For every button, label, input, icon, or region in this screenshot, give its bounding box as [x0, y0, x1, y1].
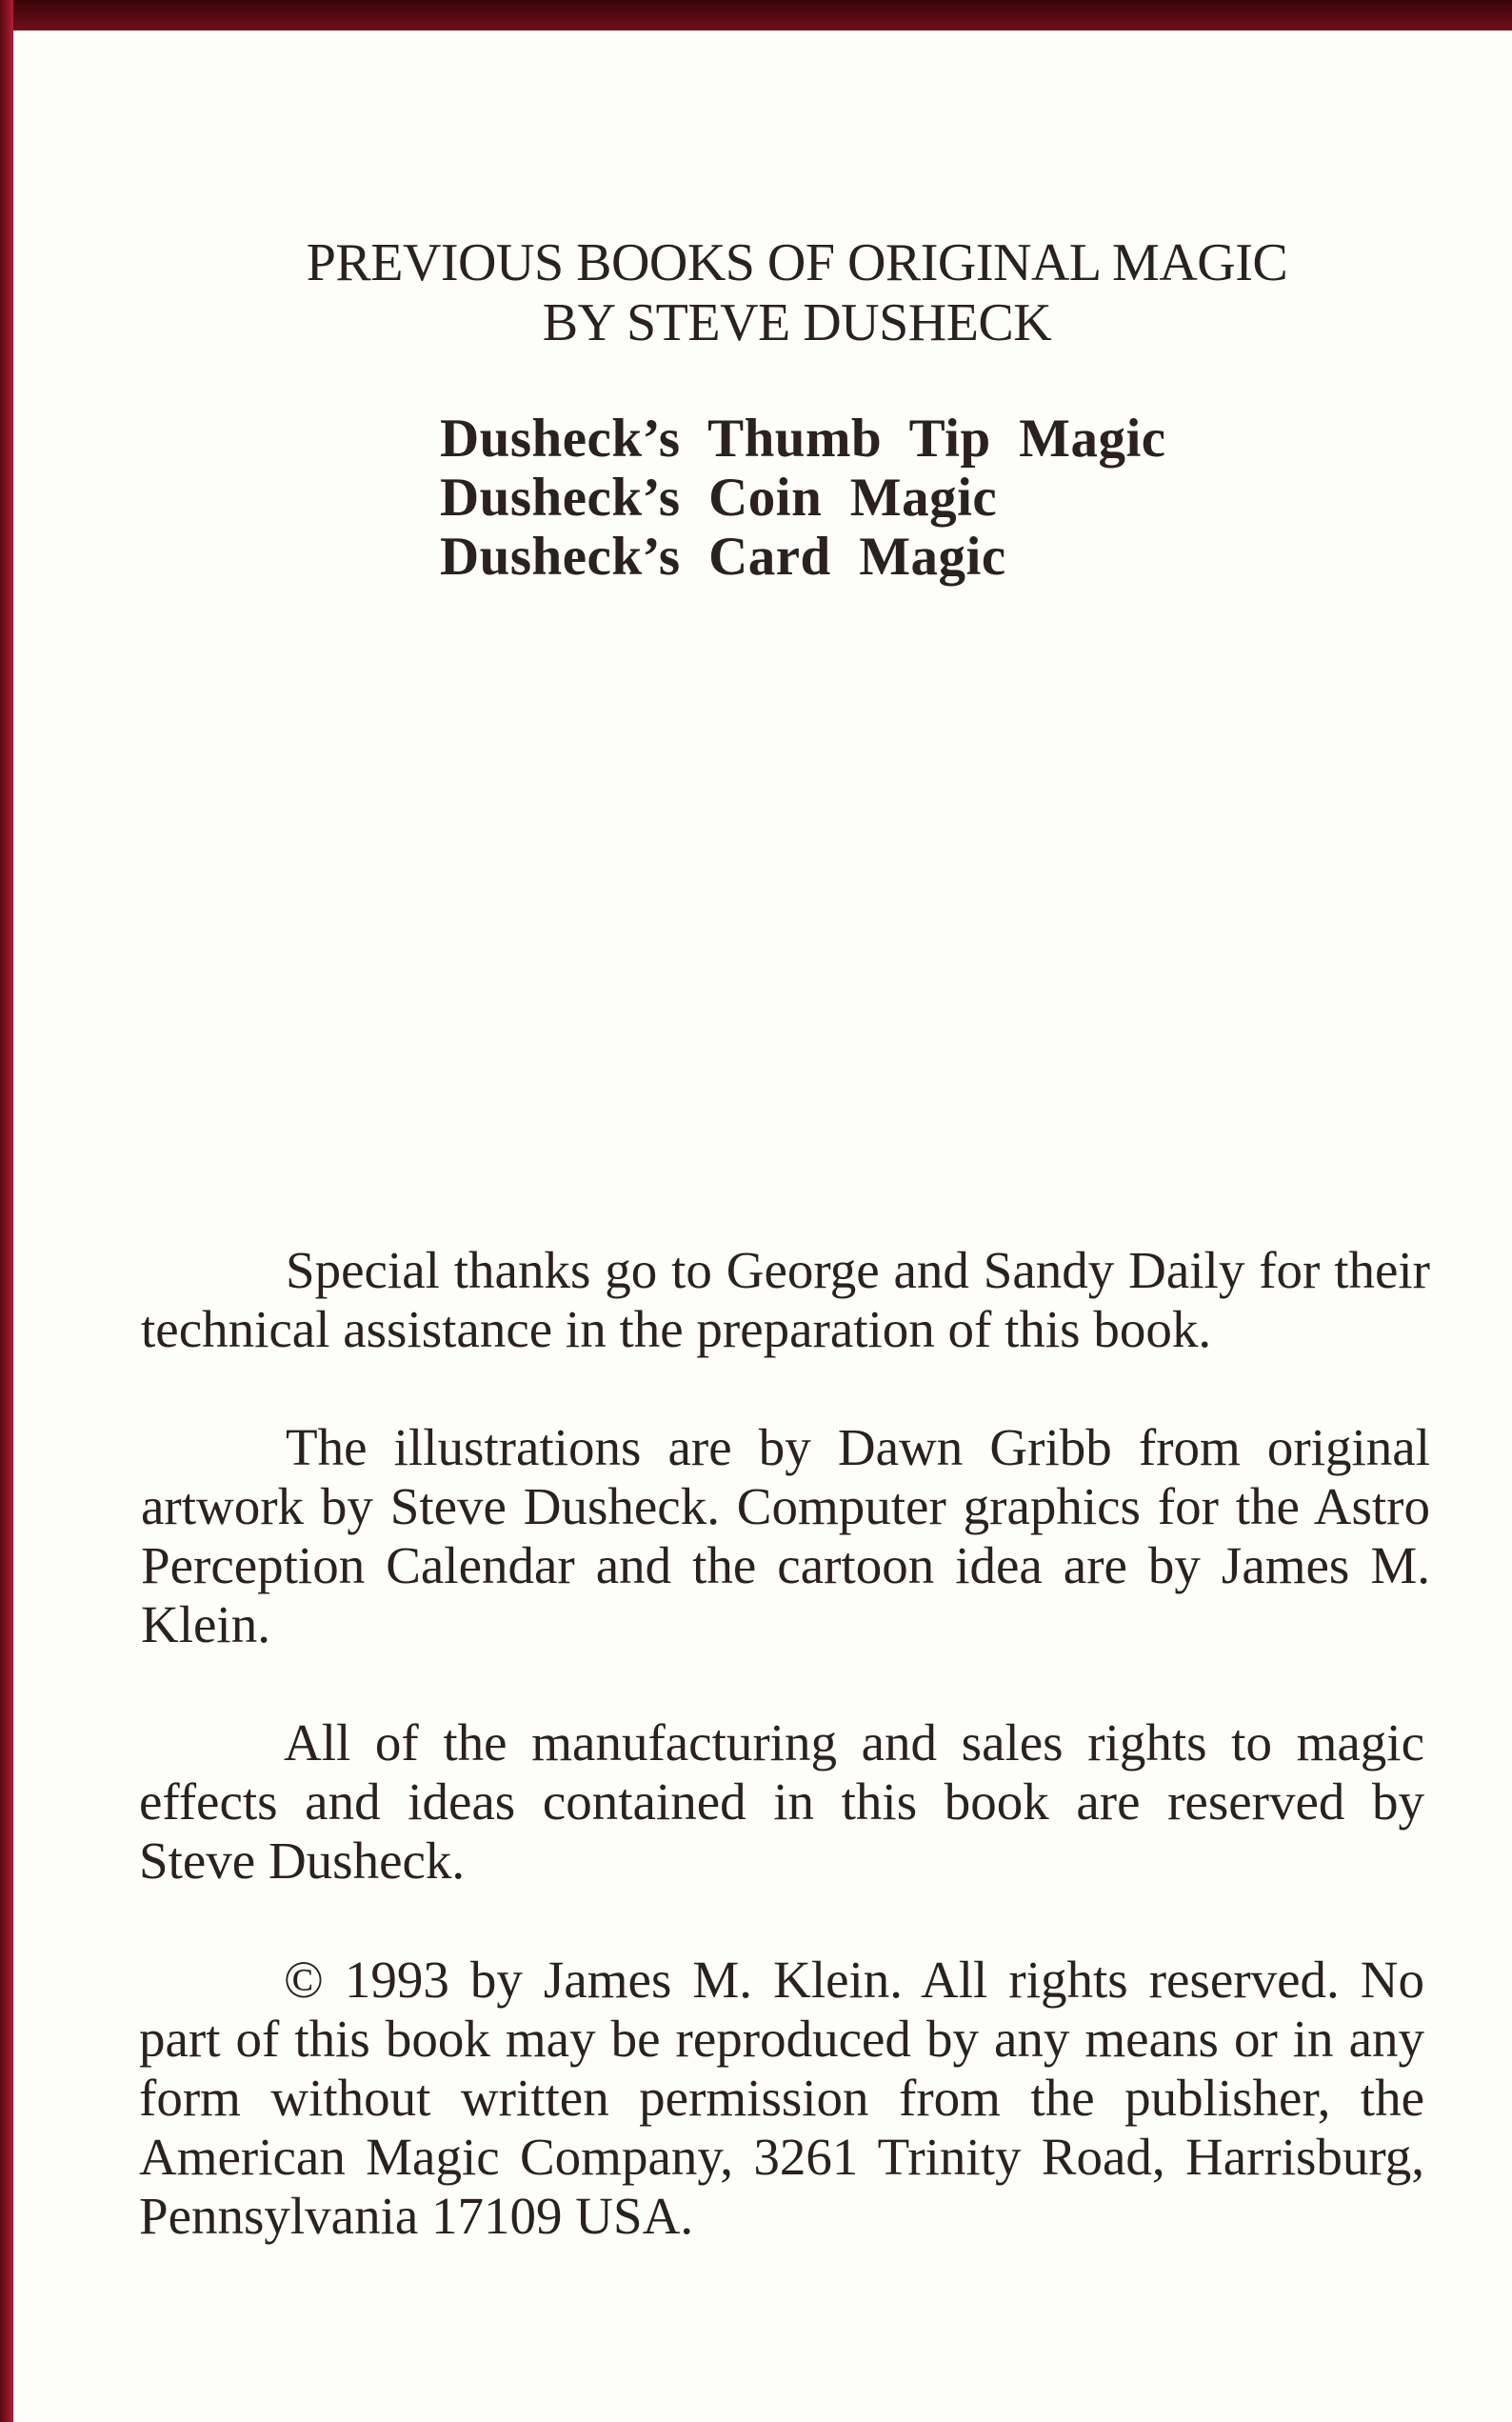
thanks-paragraph [141, 1241, 1430, 1359]
illustrations-paragraph [141, 1418, 1430, 1654]
rights-paragraph [139, 1713, 1424, 1891]
copyright-text: © 1993 by James M. Klein. All rights reserved. No part of this book may be reproduced by any means or in any form without written permission from the publisher, the American Magic Company, 3261 Trinity Road, Harrisburg, Pennsylvania 17109 USA. [139, 1951, 1424, 2245]
illustrations-text: The illustrations are by Dawn Gribb from original artwork by Steve Dusheck. Computer graphics for the Astro Perception Calendar and the cartoon idea are by James M. Klein. [141, 1418, 1430, 1653]
book-list [440, 410, 1166, 587]
previous-books-heading-line1: PREVIOUS BOOKS OF ORIGINAL MAGIC [306, 233, 1288, 292]
book-title: Dusheck’s Card Magic [440, 527, 1006, 587]
book-title: Dusheck’s Thumb Tip Magic [440, 409, 1166, 469]
book-title: Dusheck’s Coin Magic [440, 468, 998, 528]
book-spine-edge [0, 0, 13, 2422]
previous-books-heading-line2: BY STEVE DUSHECK [542, 293, 1052, 352]
rights-text: All of the manufacturing and sales rights to magic effects and ideas contained in this book are reserved by Steve Dusheck. [139, 1713, 1424, 1890]
book-top-edge [0, 0, 1512, 30]
copyright-paragraph [139, 1951, 1424, 2246]
thanks-text: Special thanks go to George and Sandy Daily for their technical assistance in the preparation of this book. [141, 1241, 1430, 1358]
